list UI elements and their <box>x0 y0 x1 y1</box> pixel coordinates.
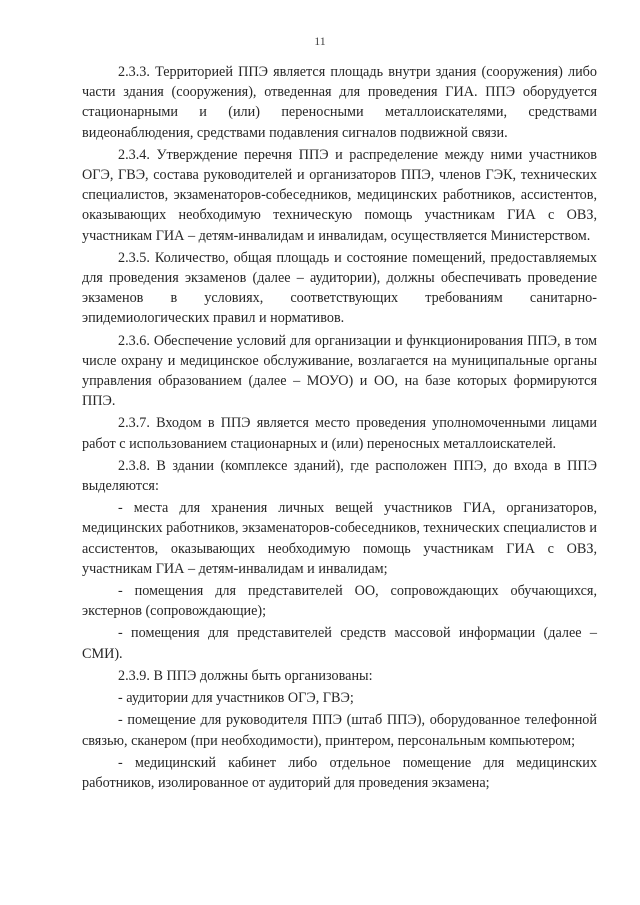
list-item-auditoriums: - аудитории для участников ОГЭ, ГВЭ; <box>118 690 354 707</box>
list-item-headquarters-room: - помещение для руководителя ППЭ (штаб ППЭ), оборудованное телефонной связью, сканером (при необходимости), принтером, персональным компьютером; <box>82 712 597 749</box>
paragraph-2-3-7: 2.3.7. Входом в ППЭ является место проведения уполномоченными лицами работ с использованием стационарных и (или) переносных металлоискателей. <box>82 415 597 452</box>
paragraph-2-3-6: 2.3.6. Обеспечение условий для организации и функционирования ППЭ, в том числе охрану и медицинское обслуживание, возлагается на муниципальные органы управления образованием (далее – МОУО) и ОО, на базе которых формируются ППЭ. <box>82 332 597 410</box>
list-item-medical-office: - медицинский кабинет либо отдельное помещение для медицинских работников, изолированное от аудиторий для проведения экзамена; <box>82 754 597 791</box>
paragraph-2-3-3: 2.3.3. Территорией ППЭ является площадь внутри здания (сооружения) либо части здания (сооружения), отведенная для проведения ГИА. ППЭ оборудуется стационарными и (или) переносными металлоискателями, средствами видеонаблюдения, средствами подавления сигналов подвижной связи. <box>82 64 597 141</box>
document-body <box>82 62 597 795</box>
list-item-oo-representatives-rooms: - помещения для представителей ОО, сопровождающих обучающихся, экстернов (сопровождающие); <box>82 583 597 620</box>
paragraph-2-3-5: 2.3.5. Количество, общая площадь и состояние помещений, предоставляемых для проведения экзаменов (далее – аудитории), должны обеспечивать проведение экзаменов в условиях, соответствующих требованиям санитарно-эпидемиологических правил и нормативов. <box>82 249 597 327</box>
paragraph-2-3-8: 2.3.8. В здании (комплексе зданий), где расположен ППЭ, до входа в ППЭ выделяются: <box>82 457 597 495</box>
list-item-storage-places: - места для хранения личных вещей участников ГИА, организаторов, медицинских работников, экзаменаторов-собеседников, технических специалистов и ассистентов, оказывающих необходимую помощь участникам ГИА с ОВЗ, участникам ГИА – детям-инвалидам и инвалидам; <box>82 500 597 577</box>
page-number: 11 <box>314 34 326 48</box>
paragraph-2-3-9: 2.3.9. В ППЭ должны быть организованы: <box>118 667 373 684</box>
list-item-media-rooms: - помещения для представителей средств массовой информации (далее – СМИ). <box>82 625 597 662</box>
paragraph-2-3-4: 2.3.4. Утверждение перечня ППЭ и распределение между ними участников ОГЭ, ГВЭ, состава руководителей и организаторов ППЭ, членов ГЭК, технических специалистов, экзаменаторов-собеседников, медицинских работников, ассистентов, оказывающих необходимую техническую помощь участникам ГИА с ОВЗ, участникам ГИА – детям-инвалидам и инвалидам, осуществляется Министерством. <box>82 146 597 244</box>
